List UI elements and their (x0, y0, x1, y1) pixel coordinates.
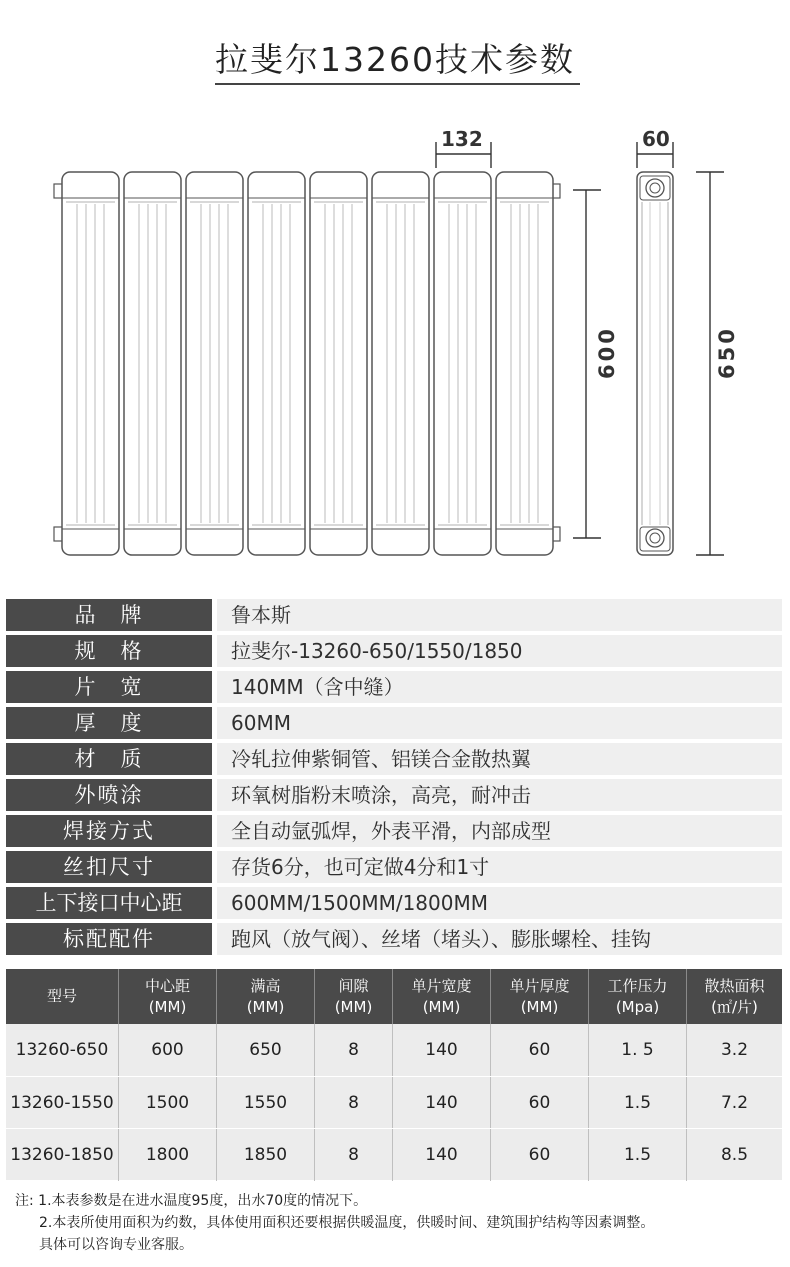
radiator-section (124, 172, 181, 555)
header-text: 满高 (250, 976, 281, 995)
spec-value: 600MM/1500MM/1800MM (217, 887, 782, 919)
spec-row-thread (6, 851, 782, 883)
table-cell: 60 (528, 1145, 551, 1165)
table-cell: 8.5 (720, 1145, 749, 1165)
header-unit: (MM) (422, 997, 461, 1016)
note-line: 具体可以咨询专业客服。 (39, 1237, 193, 1253)
table-cell: 13260-1550 (10, 1093, 114, 1113)
table-row (6, 1024, 782, 1076)
header-text: 单片宽度 (411, 976, 472, 995)
table-cell: 8 (348, 1040, 359, 1060)
note-line: 2.本表所使用面积为约数，具体使用面积还要根据供暖温度，供暖时间、建筑围护结构等因素调整。 (39, 1215, 655, 1231)
center-distance-label: 600 (595, 326, 619, 379)
table-cell: 1800 (145, 1145, 190, 1165)
spec-key: 材 质 (6, 743, 212, 775)
radiator-section (248, 172, 305, 555)
spec-value: 冷轧拉伸紫铜管、铝镁合金散热翼 (217, 743, 782, 775)
table-cell: 140 (425, 1093, 458, 1113)
table-cell: 60 (528, 1093, 551, 1113)
spec-value: 存货6分，也可定做4分和1寸 (217, 851, 782, 883)
header-text: 单片厚度 (509, 976, 570, 995)
header-unit: (MM) (246, 997, 285, 1016)
spec-row-accessories (6, 923, 782, 955)
spec-value: 60MM (217, 707, 782, 739)
spec-value: 140MM（含中缝） (217, 671, 782, 703)
table-cell: 650 (249, 1040, 282, 1060)
header-unit: (MM) (148, 997, 187, 1016)
table-cell: 1.5 (623, 1145, 652, 1165)
header-text: 散热面积 (704, 976, 765, 995)
radiator-diagram (0, 120, 790, 570)
table-cell: 1.5 (623, 1093, 652, 1113)
spec-value: 跑风（放气阀）、丝堵（堵头）、膨胀螺栓、挂钩 (217, 923, 782, 955)
table-cell: 1500 (145, 1093, 190, 1113)
radiator-section (496, 172, 553, 555)
table-cell: 140 (425, 1145, 458, 1165)
radiator-section (186, 172, 243, 555)
table-row (6, 1128, 782, 1180)
table-cell: 600 (151, 1040, 184, 1060)
header-cell (315, 969, 392, 1024)
spec-value: 环氧树脂粉末喷涂，高亮，耐冲击 (217, 779, 782, 811)
header-cell (687, 969, 782, 1024)
table-cell: 13260-650 (15, 1040, 109, 1060)
header-unit: (MM) (334, 997, 373, 1016)
table-cell: 3.2 (720, 1040, 749, 1060)
header-text: 中心距 (144, 976, 190, 995)
radiator-section (372, 172, 429, 555)
header-unit: (㎡/片) (711, 997, 758, 1016)
header-unit: (MM) (520, 997, 559, 1016)
spec-value: 拉斐尔-13260-650/1550/1850 (217, 635, 782, 667)
header-text: 型号 (46, 987, 77, 1005)
spec-row-brand (6, 599, 782, 631)
table-cell: 7.2 (720, 1093, 749, 1113)
radiator-section (310, 172, 367, 555)
table-cell: 13260-1850 (10, 1145, 114, 1165)
spec-key: 厚 度 (6, 707, 212, 739)
title-underline (215, 83, 580, 85)
spec-value: 鲁本斯 (217, 599, 782, 631)
table-cell: 140 (425, 1040, 458, 1060)
thickness-label: 60 (642, 127, 670, 151)
header-cell (393, 969, 490, 1024)
spec-value: 全自动氩弧焊，外表平滑，内部成型 (217, 815, 782, 847)
header-cell (217, 969, 314, 1024)
spec-key: 片 宽 (6, 671, 212, 703)
table-cell: 1550 (243, 1093, 288, 1113)
spec-key: 上下接口中心距 (6, 887, 212, 919)
header-cell (6, 969, 118, 1024)
spec-key: 外喷涂 (6, 779, 212, 811)
header-cell (589, 969, 686, 1024)
header-unit: (Mpa) (615, 997, 660, 1016)
table-cell: 8 (348, 1093, 359, 1113)
radiator-section (62, 172, 119, 555)
spec-key: 品 牌 (6, 599, 212, 631)
header-cell (119, 969, 216, 1024)
spec-row-welding (6, 815, 782, 847)
spec-row-thickness (6, 707, 782, 739)
radiator-section (434, 172, 491, 555)
spec-key: 焊接方式 (6, 815, 212, 847)
note-line: 注: 1.本表参数是在进水温度95度，出水70度的情况下。 (15, 1193, 368, 1209)
spec-row-model (6, 635, 782, 667)
spec-row-width (6, 671, 782, 703)
page-title: 拉斐尔13260技术参数 (215, 40, 575, 79)
table-row (6, 1076, 782, 1128)
total-height-label: 650 (715, 326, 739, 379)
table-cell: 1. 5 (621, 1040, 654, 1060)
spec-row-material (6, 743, 782, 775)
spec-key: 标配配件 (6, 923, 212, 955)
notes (15, 1190, 785, 1256)
section-width-label: 132 (441, 127, 483, 151)
table-cell: 1850 (243, 1145, 288, 1165)
header-text: 工作压力 (607, 976, 668, 995)
spec-row-coating (6, 779, 782, 811)
spec-key: 规 格 (6, 635, 212, 667)
spec-key: 丝扣尺寸 (6, 851, 212, 883)
header-text: 间隙 (338, 976, 369, 995)
spec-row-center-distance (6, 887, 782, 919)
header-cell (491, 969, 588, 1024)
model-table-header (6, 969, 782, 1024)
radiator-drawing (0, 120, 790, 570)
table-cell: 60 (528, 1040, 551, 1060)
table-cell: 8 (348, 1145, 359, 1165)
